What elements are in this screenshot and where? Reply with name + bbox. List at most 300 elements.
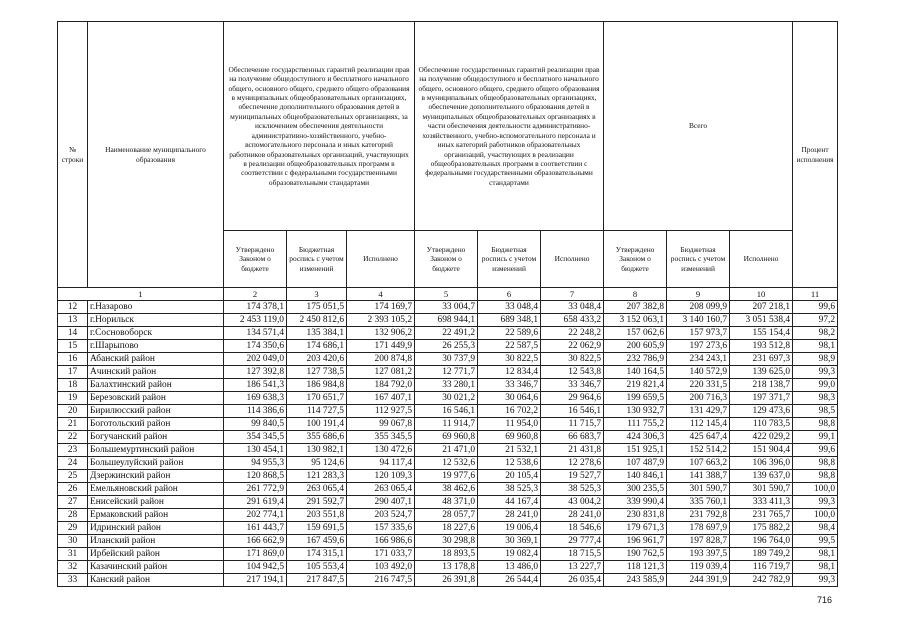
- column-index: 7: [541, 288, 604, 301]
- value-cell: 98,1: [793, 548, 838, 561]
- table-body: [58, 22, 838, 587]
- value-cell: 174 350,6: [224, 340, 287, 353]
- value-cell: 169 638,3: [224, 392, 287, 405]
- value-cell: 12 538,6: [478, 457, 541, 470]
- value-cell: 99,0: [793, 379, 838, 392]
- value-cell: 103 492,0: [347, 561, 415, 574]
- value-cell: 99,3: [793, 496, 838, 509]
- value-cell: 29 777,4: [541, 535, 604, 548]
- value-cell: 190 762,5: [604, 548, 667, 561]
- header-percent: Процент исполнения: [793, 22, 838, 288]
- value-cell: 339 990,4: [604, 496, 667, 509]
- table-row: [58, 418, 838, 431]
- value-cell: 26 391,8: [415, 574, 478, 587]
- value-cell: 291 619,4: [224, 496, 287, 509]
- value-cell: 118 121,3: [604, 561, 667, 574]
- table-row: [58, 535, 838, 548]
- column-index: 3: [287, 288, 347, 301]
- page-number: 716: [817, 595, 833, 605]
- value-cell: 28 241,0: [478, 509, 541, 522]
- row-number-cell: 27: [58, 496, 88, 509]
- value-cell: 21 431,8: [541, 444, 604, 457]
- value-cell: 300 235,5: [604, 483, 667, 496]
- value-cell: 99,6: [793, 301, 838, 314]
- value-cell: 99,5: [793, 535, 838, 548]
- value-cell: 140 164,5: [604, 366, 667, 379]
- value-cell: 16 546,1: [415, 405, 478, 418]
- row-number-cell: 31: [58, 548, 88, 561]
- value-cell: 28 057,7: [415, 509, 478, 522]
- value-cell: 231 792,8: [667, 509, 730, 522]
- value-cell: 44 167,4: [478, 496, 541, 509]
- municipality-cell: Бирилюсский район: [88, 405, 224, 418]
- row-number-cell: 20: [58, 405, 88, 418]
- value-cell: 166 986,6: [347, 535, 415, 548]
- value-cell: 189 749,2: [730, 548, 793, 561]
- value-cell: 140 846,1: [604, 470, 667, 483]
- value-cell: 13 178,8: [415, 561, 478, 574]
- value-cell: 98,8: [793, 470, 838, 483]
- table-row: [58, 522, 838, 535]
- value-cell: 161 443,7: [224, 522, 287, 535]
- table-row: [58, 509, 838, 522]
- value-cell: 20 105,4: [478, 470, 541, 483]
- value-cell: 193 512,8: [730, 340, 793, 353]
- table-row: [58, 431, 838, 444]
- value-cell: 171 033,7: [347, 548, 415, 561]
- value-cell: 234 243,1: [667, 353, 730, 366]
- value-cell: 166 662,9: [224, 535, 287, 548]
- value-cell: 11 715,7: [541, 418, 604, 431]
- table-row: [58, 496, 838, 509]
- value-cell: 94 955,3: [224, 457, 287, 470]
- value-cell: 157 062,6: [604, 327, 667, 340]
- value-cell: 219 821,4: [604, 379, 667, 392]
- value-cell: 22 491,2: [415, 327, 478, 340]
- value-cell: 22 248,2: [541, 327, 604, 340]
- value-cell: 100,0: [793, 483, 838, 496]
- value-cell: 11 914,7: [415, 418, 478, 431]
- value-cell: 424 306,3: [604, 431, 667, 444]
- value-cell: 151 925,1: [604, 444, 667, 457]
- header-group-main-staff: Обеспечение государственных гарантий реализации прав на получение общедоступного и бесплатного начального общего, основного общего, среднего общего образования в муниципальных общеобразовательных организациях, обеспечение дополнительного образования детей в муниципальных общеобразовательных организациях, за исключением обеспечения деятельности административно-хозяйственного, учебно-вспомогательного персонала и иных категорий работников образовательных организаций, участвующих в реализации общеобразовательных программ в соответствии с федеральными государственными образовательными стандартами: [224, 22, 415, 231]
- header-executed: Исполнено: [730, 231, 793, 288]
- table-row: [58, 327, 838, 340]
- header-municipality: Наименование муниципального образования: [88, 22, 224, 288]
- value-cell: 261 772,9: [224, 483, 287, 496]
- header-approved: Утверждено Законом о бюджете: [415, 231, 478, 288]
- header-budget-list: Бюджетная роспись с учетом изменений: [667, 231, 730, 288]
- header-executed: Исполнено: [347, 231, 415, 288]
- municipality-cell: Большемуртинский район: [88, 444, 224, 457]
- value-cell: 98,3: [793, 392, 838, 405]
- row-number-cell: 33: [58, 574, 88, 587]
- value-cell: 66 683,7: [541, 431, 604, 444]
- header-row-number: № строки: [58, 22, 88, 288]
- header-group-total: Всего: [604, 22, 793, 231]
- value-cell: 131 429,7: [667, 405, 730, 418]
- value-cell: 48 371,0: [415, 496, 478, 509]
- value-cell: 99 067,8: [347, 418, 415, 431]
- table-row: [58, 379, 838, 392]
- municipality-cell: Березовский район: [88, 392, 224, 405]
- value-cell: 33 280,1: [415, 379, 478, 392]
- value-cell: 97,2: [793, 314, 838, 327]
- value-cell: 127 392,8: [224, 366, 287, 379]
- value-cell: 95 124,6: [287, 457, 347, 470]
- row-number-cell: 30: [58, 535, 88, 548]
- value-cell: 18 227,6: [415, 522, 478, 535]
- value-cell: 197 273,6: [667, 340, 730, 353]
- header-group-support-staff: Обеспечение государственных гарантий реализации прав на получение общедоступного и бесплатного начального общего, основного общего, среднего общего образования в муниципальных общеобразовательных организациях, обеспечение дополнительного образования детей в муниципальных общеобразовательных организациях в части обеспечения деятельности административно-хозяйственного, учебно-вспомогательного персонала и иных категорий работников образовательных организаций, участвующих в реализации общеобразовательных программ в соответствии с федеральными государственными образовательными стандартами: [415, 22, 604, 231]
- value-cell: 13 486,0: [478, 561, 541, 574]
- value-cell: 127 738,5: [287, 366, 347, 379]
- value-cell: 231 697,3: [730, 353, 793, 366]
- value-cell: 110 783,5: [730, 418, 793, 431]
- value-cell: 167 407,1: [347, 392, 415, 405]
- value-cell: 22 587,5: [478, 340, 541, 353]
- value-cell: 208 099,9: [667, 301, 730, 314]
- value-cell: 107 487,9: [604, 457, 667, 470]
- value-cell: 120 109,3: [347, 470, 415, 483]
- value-cell: 178 697,9: [667, 522, 730, 535]
- value-cell: 171 449,9: [347, 340, 415, 353]
- value-cell: 18 715,5: [541, 548, 604, 561]
- value-cell: 99 840,5: [224, 418, 287, 431]
- column-index: 10: [730, 288, 793, 301]
- value-cell: 12 532,6: [415, 457, 478, 470]
- value-cell: 98,1: [793, 340, 838, 353]
- value-cell: 698 944,1: [415, 314, 478, 327]
- value-cell: 355 345,5: [347, 431, 415, 444]
- value-cell: 100,0: [793, 509, 838, 522]
- value-cell: 139 625,0: [730, 366, 793, 379]
- value-cell: 140 572,9: [667, 366, 730, 379]
- value-cell: 139 637,0: [730, 470, 793, 483]
- table-row: [58, 314, 838, 327]
- value-cell: 94 117,4: [347, 457, 415, 470]
- value-cell: 11 954,0: [478, 418, 541, 431]
- value-cell: 242 782,9: [730, 574, 793, 587]
- value-cell: 218 138,7: [730, 379, 793, 392]
- value-cell: 116 719,7: [730, 561, 793, 574]
- row-number-cell: 14: [58, 327, 88, 340]
- value-cell: 197 828,7: [667, 535, 730, 548]
- column-index: 9: [667, 288, 730, 301]
- value-cell: 203 420,6: [287, 353, 347, 366]
- value-cell: 12 543,8: [541, 366, 604, 379]
- column-index-row: [58, 288, 838, 301]
- value-cell: 33 048,4: [541, 301, 604, 314]
- value-cell: 21 471,0: [415, 444, 478, 457]
- header-executed: Исполнено: [541, 231, 604, 288]
- value-cell: 202 049,0: [224, 353, 287, 366]
- value-cell: 207 218,1: [730, 301, 793, 314]
- value-cell: 243 585,9: [604, 574, 667, 587]
- row-number-cell: 19: [58, 392, 88, 405]
- value-cell: 217 847,5: [287, 574, 347, 587]
- value-cell: 175 882,2: [730, 522, 793, 535]
- row-number-cell: 22: [58, 431, 88, 444]
- header-approved: Утверждено Законом о бюджете: [224, 231, 287, 288]
- value-cell: 112 145,4: [667, 418, 730, 431]
- row-number-cell: 29: [58, 522, 88, 535]
- value-cell: 130 982,1: [287, 444, 347, 457]
- value-cell: 99,6: [793, 444, 838, 457]
- column-index: 2: [224, 288, 287, 301]
- value-cell: 107 663,2: [667, 457, 730, 470]
- budget-table: [57, 21, 838, 587]
- value-cell: 202 774,1: [224, 509, 287, 522]
- value-cell: 2 393 105,2: [347, 314, 415, 327]
- value-cell: 335 760,1: [667, 496, 730, 509]
- row-number-cell: 18: [58, 379, 88, 392]
- table-row: [58, 561, 838, 574]
- municipality-cell: Боготольский район: [88, 418, 224, 431]
- value-cell: 175 051,5: [287, 301, 347, 314]
- value-cell: 121 283,3: [287, 470, 347, 483]
- table-row: [58, 340, 838, 353]
- value-cell: 200 605,9: [604, 340, 667, 353]
- value-cell: 184 792,0: [347, 379, 415, 392]
- value-cell: 119 039,4: [667, 561, 730, 574]
- value-cell: 111 755,2: [604, 418, 667, 431]
- value-cell: 196 961,7: [604, 535, 667, 548]
- value-cell: 30 369,1: [478, 535, 541, 548]
- value-cell: 186 984,8: [287, 379, 347, 392]
- value-cell: 207 382,8: [604, 301, 667, 314]
- value-cell: 301 590,7: [730, 483, 793, 496]
- municipality-cell: Иланский район: [88, 535, 224, 548]
- value-cell: 130 472,6: [347, 444, 415, 457]
- municipality-cell: Казачинский район: [88, 561, 224, 574]
- value-cell: 425 647,4: [667, 431, 730, 444]
- value-cell: 2 453 119,0: [224, 314, 287, 327]
- value-cell: 170 651,7: [287, 392, 347, 405]
- value-cell: 244 391,9: [667, 574, 730, 587]
- value-cell: 197 371,7: [730, 392, 793, 405]
- value-cell: 19 977,6: [415, 470, 478, 483]
- value-cell: 30 064,6: [478, 392, 541, 405]
- value-cell: 155 154,4: [730, 327, 793, 340]
- value-cell: 13 227,7: [541, 561, 604, 574]
- value-cell: 354 345,5: [224, 431, 287, 444]
- value-cell: 98,1: [793, 561, 838, 574]
- value-cell: 98,9: [793, 353, 838, 366]
- header-approved: Утверждено Законом о бюджете: [604, 231, 667, 288]
- value-cell: 174 686,1: [287, 340, 347, 353]
- value-cell: 18 893,5: [415, 548, 478, 561]
- value-cell: 19 082,4: [478, 548, 541, 561]
- municipality-cell: г.Назарово: [88, 301, 224, 314]
- value-cell: 193 397,5: [667, 548, 730, 561]
- value-cell: 179 671,3: [604, 522, 667, 535]
- value-cell: 355 686,6: [287, 431, 347, 444]
- value-cell: 106 396,0: [730, 457, 793, 470]
- header-row-1: [58, 22, 838, 231]
- value-cell: 151 904,4: [730, 444, 793, 457]
- value-cell: 30 021,2: [415, 392, 478, 405]
- municipality-cell: Богучанский район: [88, 431, 224, 444]
- table-row: [58, 353, 838, 366]
- value-cell: 33 346,7: [541, 379, 604, 392]
- column-index: 8: [604, 288, 667, 301]
- municipality-cell: Дзержинский район: [88, 470, 224, 483]
- value-cell: 100 191,4: [287, 418, 347, 431]
- row-number-cell: 13: [58, 314, 88, 327]
- municipality-cell: г.Шарыпово: [88, 340, 224, 353]
- value-cell: 290 407,1: [347, 496, 415, 509]
- value-cell: 19 006,4: [478, 522, 541, 535]
- value-cell: 33 346,7: [478, 379, 541, 392]
- value-cell: 98,2: [793, 327, 838, 340]
- value-cell: 216 747,5: [347, 574, 415, 587]
- value-cell: 171 869,0: [224, 548, 287, 561]
- column-index: 4: [347, 288, 415, 301]
- table-row: [58, 405, 838, 418]
- column-index: 6: [478, 288, 541, 301]
- value-cell: 29 964,6: [541, 392, 604, 405]
- column-index: 5: [415, 288, 478, 301]
- value-cell: 28 241,0: [541, 509, 604, 522]
- value-cell: 167 459,6: [287, 535, 347, 548]
- value-cell: 203 551,8: [287, 509, 347, 522]
- table-row: [58, 392, 838, 405]
- value-cell: 18 546,6: [541, 522, 604, 535]
- value-cell: 174 378,1: [224, 301, 287, 314]
- row-number-cell: 26: [58, 483, 88, 496]
- value-cell: 43 004,2: [541, 496, 604, 509]
- table-row: [58, 470, 838, 483]
- value-cell: 112 927,5: [347, 405, 415, 418]
- municipality-cell: Ирбейский район: [88, 548, 224, 561]
- value-cell: 30 298,8: [415, 535, 478, 548]
- row-number-cell: 28: [58, 509, 88, 522]
- row-number-cell: 24: [58, 457, 88, 470]
- value-cell: 22 062,9: [541, 340, 604, 353]
- value-cell: 186 541,3: [224, 379, 287, 392]
- value-cell: 69 960,8: [415, 431, 478, 444]
- value-cell: 98,4: [793, 522, 838, 535]
- value-cell: 130 932,7: [604, 405, 667, 418]
- value-cell: 199 659,5: [604, 392, 667, 405]
- value-cell: 33 004,7: [415, 301, 478, 314]
- value-cell: 174 315,1: [287, 548, 347, 561]
- municipality-cell: г.Норильск: [88, 314, 224, 327]
- value-cell: 16 546,1: [541, 405, 604, 418]
- municipality-cell: Канский район: [88, 574, 224, 587]
- table-row: [58, 574, 838, 587]
- value-cell: 98,8: [793, 457, 838, 470]
- value-cell: 174 169,7: [347, 301, 415, 314]
- table-row: [58, 457, 838, 470]
- value-cell: 114 727,5: [287, 405, 347, 418]
- table-row: [58, 548, 838, 561]
- row-number-cell: 17: [58, 366, 88, 379]
- value-cell: 263 065,4: [347, 483, 415, 496]
- value-cell: 230 831,8: [604, 509, 667, 522]
- value-cell: 127 081,2: [347, 366, 415, 379]
- column-index: 1: [58, 288, 224, 301]
- value-cell: 658 433,2: [541, 314, 604, 327]
- municipality-cell: Балахтинский район: [88, 379, 224, 392]
- municipality-cell: Идринский район: [88, 522, 224, 535]
- value-cell: 232 786,9: [604, 353, 667, 366]
- value-cell: 98,5: [793, 405, 838, 418]
- value-cell: 26 255,3: [415, 340, 478, 353]
- value-cell: 3 140 160,7: [667, 314, 730, 327]
- table-row: [58, 366, 838, 379]
- value-cell: 114 386,6: [224, 405, 287, 418]
- municipality-cell: Большеулуйский район: [88, 457, 224, 470]
- header-budget-list: Бюджетная роспись с учетом изменений: [478, 231, 541, 288]
- value-cell: 69 960,8: [478, 431, 541, 444]
- value-cell: 21 532,1: [478, 444, 541, 457]
- table-row: [58, 301, 838, 314]
- row-number-cell: 12: [58, 301, 88, 314]
- table-row: [58, 483, 838, 496]
- value-cell: 196 764,0: [730, 535, 793, 548]
- value-cell: 132 906,2: [347, 327, 415, 340]
- value-cell: 30 822,5: [541, 353, 604, 366]
- row-number-cell: 15: [58, 340, 88, 353]
- value-cell: 2 450 812,6: [287, 314, 347, 327]
- value-cell: 200 716,3: [667, 392, 730, 405]
- value-cell: 157 335,6: [347, 522, 415, 535]
- value-cell: 16 702,2: [478, 405, 541, 418]
- value-cell: 130 454,1: [224, 444, 287, 457]
- value-cell: 220 331,5: [667, 379, 730, 392]
- value-cell: 217 194,1: [224, 574, 287, 587]
- value-cell: 134 571,4: [224, 327, 287, 340]
- municipality-cell: Емельяновский район: [88, 483, 224, 496]
- value-cell: 26 544,4: [478, 574, 541, 587]
- value-cell: 141 388,7: [667, 470, 730, 483]
- value-cell: 200 874,8: [347, 353, 415, 366]
- value-cell: 98,8: [793, 418, 838, 431]
- value-cell: 159 691,5: [287, 522, 347, 535]
- row-number-cell: 21: [58, 418, 88, 431]
- column-index: 11: [793, 288, 838, 301]
- value-cell: 301 590,7: [667, 483, 730, 496]
- value-cell: 291 592,7: [287, 496, 347, 509]
- value-cell: 38 525,3: [478, 483, 541, 496]
- value-cell: 105 553,4: [287, 561, 347, 574]
- table-row: [58, 444, 838, 457]
- value-cell: 26 035,4: [541, 574, 604, 587]
- value-cell: 99,1: [793, 431, 838, 444]
- value-cell: 152 514,2: [667, 444, 730, 457]
- value-cell: 333 411,3: [730, 496, 793, 509]
- row-number-cell: 23: [58, 444, 88, 457]
- value-cell: 99,3: [793, 366, 838, 379]
- value-cell: 99,3: [793, 574, 838, 587]
- value-cell: 422 029,2: [730, 431, 793, 444]
- row-number-cell: 32: [58, 561, 88, 574]
- value-cell: 33 048,4: [478, 301, 541, 314]
- row-number-cell: 16: [58, 353, 88, 366]
- municipality-cell: Енисейский район: [88, 496, 224, 509]
- value-cell: 157 973,7: [667, 327, 730, 340]
- municipality-cell: г.Сосновоборск: [88, 327, 224, 340]
- value-cell: 120 868,5: [224, 470, 287, 483]
- municipality-cell: Абанский район: [88, 353, 224, 366]
- value-cell: 104 942,5: [224, 561, 287, 574]
- row-number-cell: 25: [58, 470, 88, 483]
- header-budget-list: Бюджетная роспись с учетом изменений: [287, 231, 347, 288]
- municipality-cell: Ермаковский район: [88, 509, 224, 522]
- value-cell: 30 822,5: [478, 353, 541, 366]
